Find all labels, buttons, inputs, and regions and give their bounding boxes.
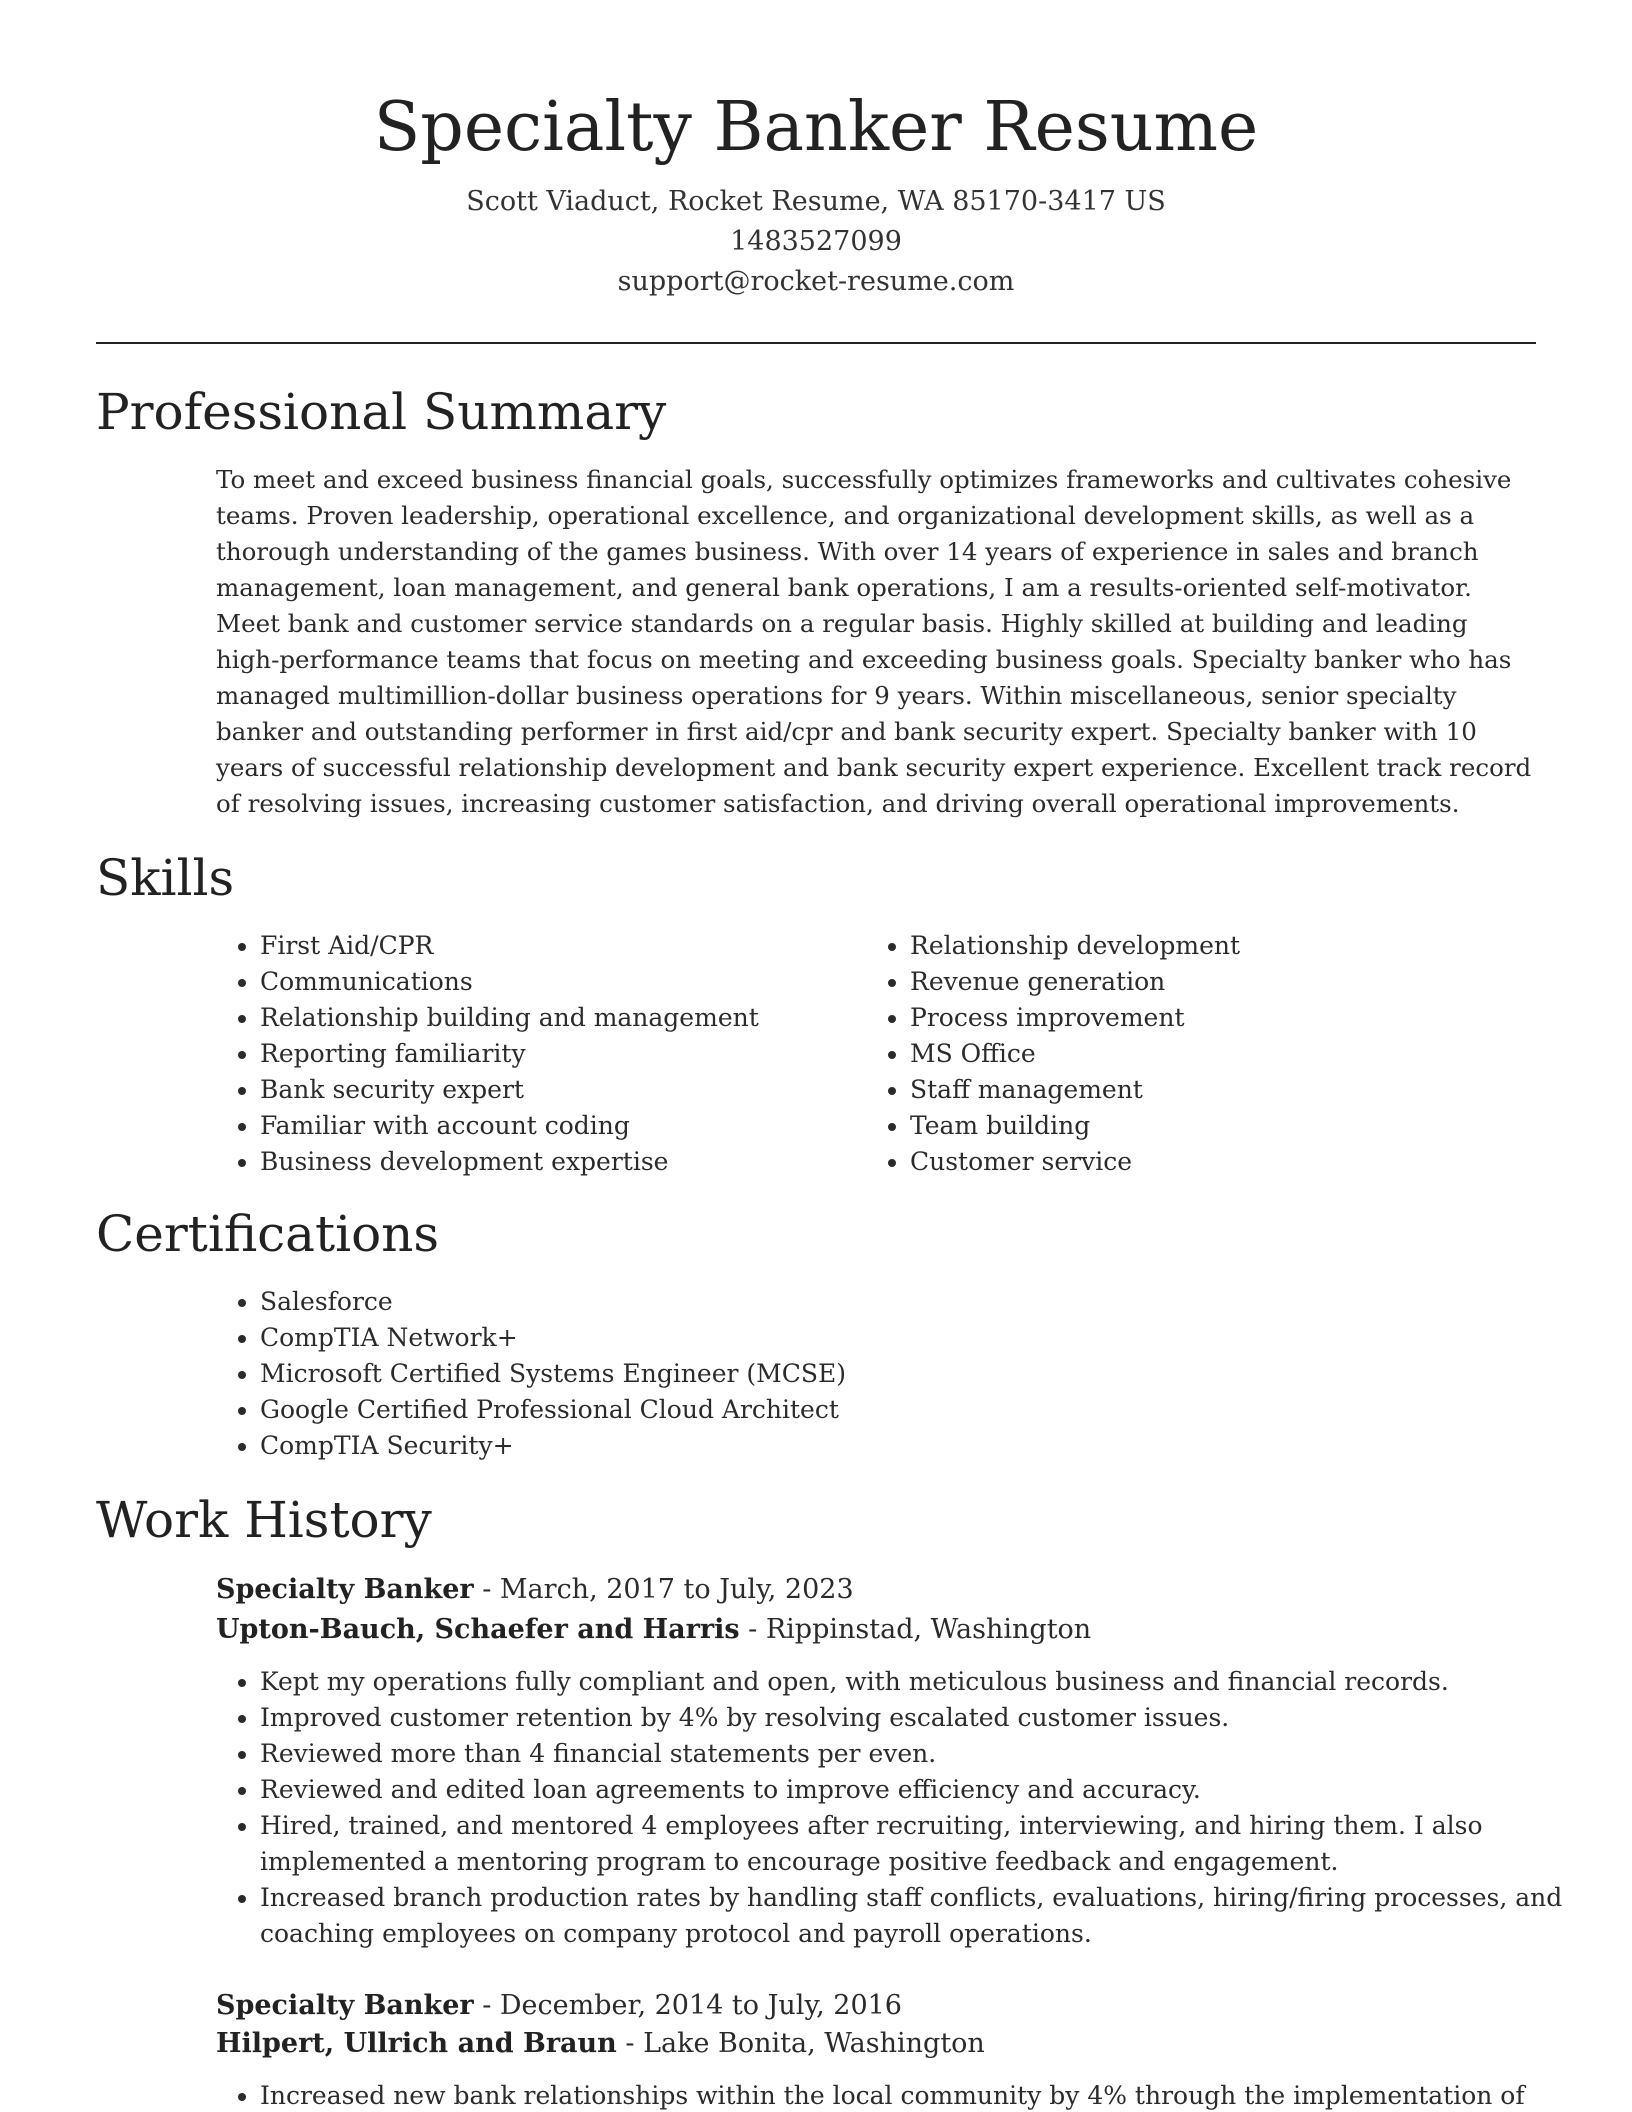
skill-item: • Communications (260, 964, 860, 1000)
header-divider (96, 342, 1536, 344)
skill-item: • Team building (910, 1108, 1510, 1144)
certification-item: • Salesforce (260, 1284, 1460, 1320)
skill-item: • Relationship building and management (260, 1000, 860, 1036)
job-title-line (216, 1986, 902, 2026)
skill-item: • MS Office (910, 1036, 1510, 1072)
job-bullet: • Improved customer retention by 4% by resolving escalated customer issues. (260, 1700, 1580, 1736)
skills-list-left (216, 928, 860, 1180)
skills-heading: Skills (96, 849, 235, 907)
skill-item: • Revenue generation (910, 964, 1510, 1000)
job-company-line (216, 1610, 1091, 1650)
job-title-line (216, 1570, 854, 1610)
job-bullets (216, 1664, 1580, 1952)
resume-header (96, 84, 1536, 302)
job-bullet: • Increased new bank relationships within the local community by 4% through the implementation of (260, 2078, 1580, 2112)
summary-heading: Professional Summary (96, 383, 667, 441)
skill-item: • Process improvement (910, 1000, 1510, 1036)
summary-text: To meet and exceed business financial goals, successfully optimizes frameworks and cultivates cohesive teams. Proven leadership, operational excellence, and organizational development skills, as well as a thorough understanding of the games business. With over 14 years of experience in sales and branch management, loan management, and general bank operations, I am a results-oriented self-motivator. Meet bank and customer service standards on a regular basis. Highly skilled at building and leading high-performance teams that focus on meeting and exceeding business goals. Specialty banker who has managed multimillion-dollar business operations for 9 years. Within miscellaneous, senior specialty banker and outstanding performer in first aid/cpr and bank security expert. Specialty banker with 10 years of successful relationship development and bank security expert experience. Excellent track record of resolving issues, increasing customer satisfaction, and driving overall operational improvements. (216, 465, 1532, 818)
skill-item: • Customer service (910, 1144, 1510, 1180)
skill-item: • Familiar with account coding (260, 1108, 860, 1144)
job-location: - Rippinstad, Washington (739, 1614, 1092, 1645)
job-dates: - December, 2014 to July, 2016 (473, 1990, 902, 2021)
certification-item: • Google Certified Professional Cloud Architect (260, 1392, 1460, 1428)
resume-title: Specialty Banker Resume (373, 88, 1259, 167)
skill-item: • Business development expertise (260, 1144, 860, 1180)
skill-item: • Relationship development (910, 928, 1510, 964)
job-company: Upton-Bauch, Schaefer and Harris (216, 1614, 740, 1645)
job-location: - Lake Bonita, Washington (616, 2028, 985, 2059)
work-history-heading: Work History (96, 1491, 432, 1549)
certifications-heading: Certifications (96, 1205, 440, 1263)
certification-item: • CompTIA Network+ (260, 1320, 1460, 1356)
job-company-line (216, 2024, 985, 2064)
certification-item: • CompTIA Security+ (260, 1428, 1460, 1464)
job-bullet: • Increased branch production rates by handling staff conflicts, evaluations, hiring/firing processes, and coaching employees on company protocol and payroll operations. (260, 1880, 1580, 1952)
job-bullets (216, 2078, 1580, 2112)
skill-item: • Bank security expert (260, 1072, 860, 1108)
skill-item: • First Aid/CPR (260, 928, 860, 964)
certifications-list (216, 1284, 1460, 1464)
job-dates: - March, 2017 to July, 2023 (473, 1574, 854, 1605)
contact-email: support@rocket-resume.com (617, 266, 1015, 297)
job-bullet: • Hired, trained, and mentored 4 employees after recruiting, interviewing, and hiring them. I also implemented a mentoring program to encourage positive feedback and engagement. (260, 1808, 1580, 1880)
skills-list-right (866, 928, 1510, 1180)
job-title: Specialty Banker (216, 1990, 474, 2021)
job-title: Specialty Banker (216, 1574, 474, 1605)
job-bullet: • Kept my operations fully compliant and open, with meticulous business and financial records. (260, 1664, 1580, 1700)
job-bullet: • Reviewed and edited loan agreements to improve efficiency and accuracy. (260, 1772, 1580, 1808)
contact-address: Scott Viaduct, Rocket Resume, WA 85170-3417 US (466, 186, 1166, 217)
certification-item: • Microsoft Certified Systems Engineer (MCSE) (260, 1356, 1460, 1392)
job-bullet: • Reviewed more than 4 financial statements per even. (260, 1736, 1580, 1772)
skill-item: • Reporting familiarity (260, 1036, 860, 1072)
job-company: Hilpert, Ullrich and Braun (216, 2028, 617, 2059)
skill-item: • Staff management (910, 1072, 1510, 1108)
contact-phone: 1483527099 (730, 226, 902, 257)
